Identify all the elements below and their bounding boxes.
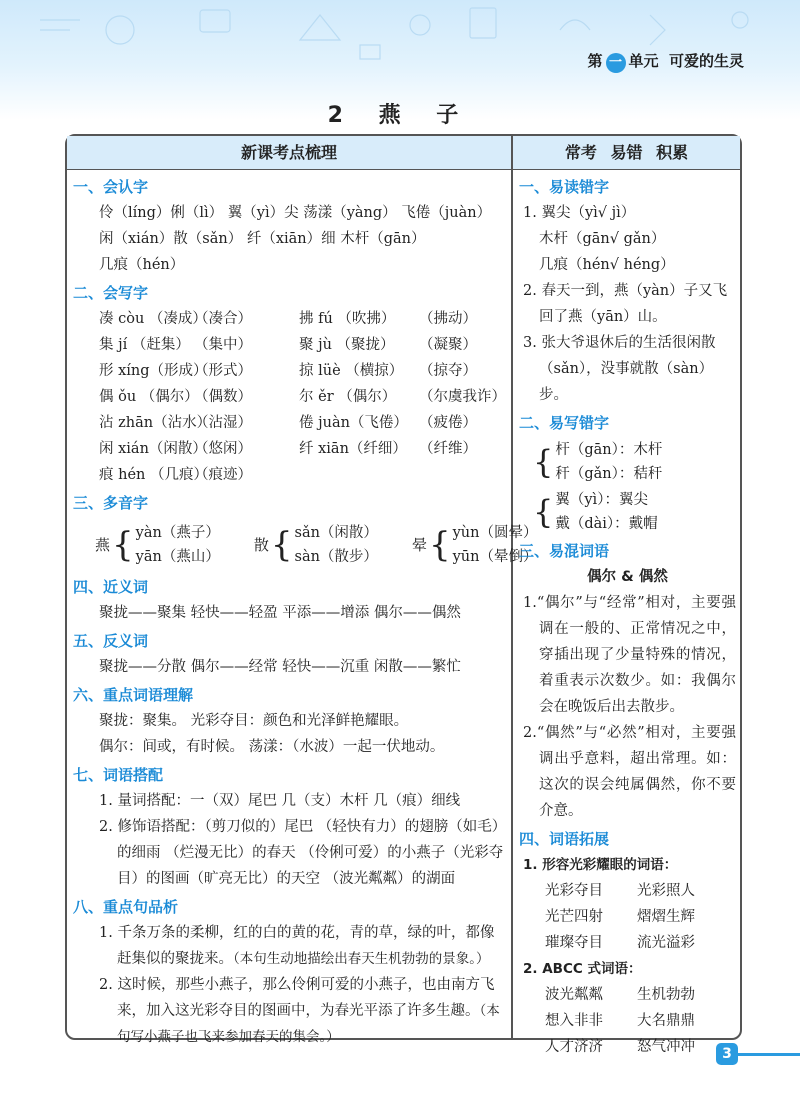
- section-title: 四、词语拓展: [519, 830, 610, 848]
- section-title: 五、反义词: [73, 632, 149, 650]
- page-number-bar: [738, 1053, 800, 1056]
- text-line: 伶（líng）俐（lì） 翼（yì）尖 荡漾（yàng） 飞倦（juàn）: [99, 205, 492, 221]
- unit-label: 第 一 单元 可爱的生灵: [588, 50, 745, 73]
- polyphone-groups: [73, 520, 538, 570]
- unit-number-badge: 一: [606, 53, 626, 73]
- section-title: 一、会认字: [73, 178, 149, 196]
- list-item: 1. 千条万条的柔柳，红的白的黄的花，青的草，绿的叶，都像赶集似的聚拢来。（本句生动地描绘出春天生机勃勃的景象。）: [99, 925, 495, 967]
- phrase-grid: 光彩夺目 光彩照人 光芒四射 熠熠生辉 璀璨夺目 流光溢彩: [545, 883, 695, 951]
- text-line: 偶尔：间或，有时候。 荡漾：（水波）一起一伏地动。: [99, 739, 445, 755]
- section-title: 三、易混词语: [519, 542, 610, 560]
- column-divider: [511, 136, 513, 1038]
- left-column: [73, 172, 538, 1050]
- section-title: 六、重点词语理解: [73, 686, 194, 704]
- annotation: （本句生动地描绘出春天生机勃勃的景象。）: [233, 951, 490, 967]
- section-title: 一、易读错字: [519, 178, 610, 196]
- sub-heading: 1. 形容光彩耀眼的词语：: [523, 857, 678, 873]
- section-title: 二、会写字: [73, 284, 149, 302]
- text-line: 几痕（hén）: [99, 257, 185, 273]
- left-column-header: 新课考点梳理: [67, 136, 511, 170]
- char-pair: { 杆（gān）：木杆 秆（gǎn）：秸秆: [533, 442, 663, 482]
- text-line: 聚拢：聚集。 光彩夺目：颜色和光泽鲜艳耀眼。: [99, 713, 409, 729]
- list-item: 2. 修饰语搭配：（剪刀似的）尾巴 （轻快有力）的翅膀（如毛）的细雨 （烂漫无比）的春天 （伶俐可爱）的小燕子（光彩夺目）的图画（旷亮无比）的天空 （波光粼粼）的湖面: [99, 819, 504, 887]
- char-pair: { 翼（yì）：翼尖 戴（dài）：戴帽: [533, 492, 658, 532]
- text-line: 聚拢——分散 偶尔——经常 轻快——沉重 闲散——繁忙: [99, 659, 461, 675]
- list-item: 3. 张大爷退休后的生活很闲散（sǎn），没事就散（sàn）步。: [523, 335, 716, 403]
- list-item: 1.“偶尔”与“经常”相对，主要强调在一般的、正常情况之中，穿插出现了少量特殊的情况，着重表示次数少。如：我偶尔会在晚饭后出去散步。: [523, 595, 736, 715]
- text-line: 1. 翼尖（yì√ jì）: [523, 205, 636, 221]
- right-column-header: 常考 易错 积累: [513, 136, 740, 170]
- text-line: 聚拢——聚集 轻快——轻盈 平添——增添 偶尔——偶然: [99, 605, 461, 621]
- section-title: 八、重点句品析: [73, 898, 179, 916]
- unit-name: 可爱的生灵: [668, 52, 744, 70]
- confusable-pair-title: 偶尔 & 偶然: [587, 569, 668, 585]
- section-title: 四、近义词: [73, 578, 149, 596]
- list-item: 1. 量词搭配：一（双）尾巴 几（支）木杆 几（痕）细线: [99, 793, 461, 809]
- list-item: 2. 这时候，那些小燕子，那么伶俐可爱的小燕子，也由南方飞来，加入这光彩夺目的图画中，为春光平添了许多生趣。（本句写小燕子也飞来参加春天的集会。）: [99, 977, 500, 1045]
- text-line: 木杆（gān√ gǎn）: [539, 231, 666, 247]
- sub-heading: 2. ABCC 式词语：: [523, 961, 642, 977]
- list-item: 2.“偶然”与“必然”相对，主要强调出乎意料，超出常理。如：这次的误会纯属偶然，你不要介意。: [523, 725, 736, 819]
- page-number: 3: [716, 1043, 738, 1065]
- polyphone-group: 晕 { yùn（圆晕） yūn（晕倒）: [411, 525, 538, 565]
- right-column: [519, 172, 736, 1060]
- section-title: 三、多音字: [73, 494, 149, 512]
- list-item: 2. 春天一到，燕（yàn）子又飞回了燕（yān）山。: [523, 283, 728, 325]
- text-line: 几痕（hén√ héng）: [539, 257, 675, 273]
- phrase-grid: 波光粼粼 生机勃勃 想入非非 大名鼎鼎 人才济济 怒气冲冲: [545, 987, 695, 1055]
- text-line: 闲（xián）散（sǎn） 纤（xiān）细 木杆（gān）: [99, 231, 426, 247]
- lesson-title: 2 燕 子: [327, 103, 473, 128]
- content-frame: [65, 134, 742, 1055]
- polyphone-group: 燕 { yàn（燕子） yān（燕山）: [95, 525, 220, 565]
- word-grid: 凑 còu （凑成） （凑合） 拂 fú （吹拂） （拂动） 集 jí （赶集） （集中） 聚 jù （聚拢） （凝聚） 形 xíng（形成） （形式） 掠 lüè （横掠） （掠夺） 偶 ǒu （偶尔） （偶数） 尔 ěr （偶尔） （尔虞我诈） 沾 zhān（沾水） （沾湿） 倦 juàn（飞倦） （疲倦） 闲 xián（闲散） （悠闲） 纤 xiān（纤细） （纤维） 痕 hén （几痕） （痕迹）: [99, 311, 506, 483]
- polyphone-group: 散 { sǎn（闲散） sàn（散步）: [253, 525, 378, 565]
- section-title: 二、易写错字: [519, 414, 610, 432]
- section-title: 七、词语搭配: [73, 766, 164, 784]
- annotation: （本句写小燕子也飞来参加春天的集会。）: [117, 1003, 500, 1045]
